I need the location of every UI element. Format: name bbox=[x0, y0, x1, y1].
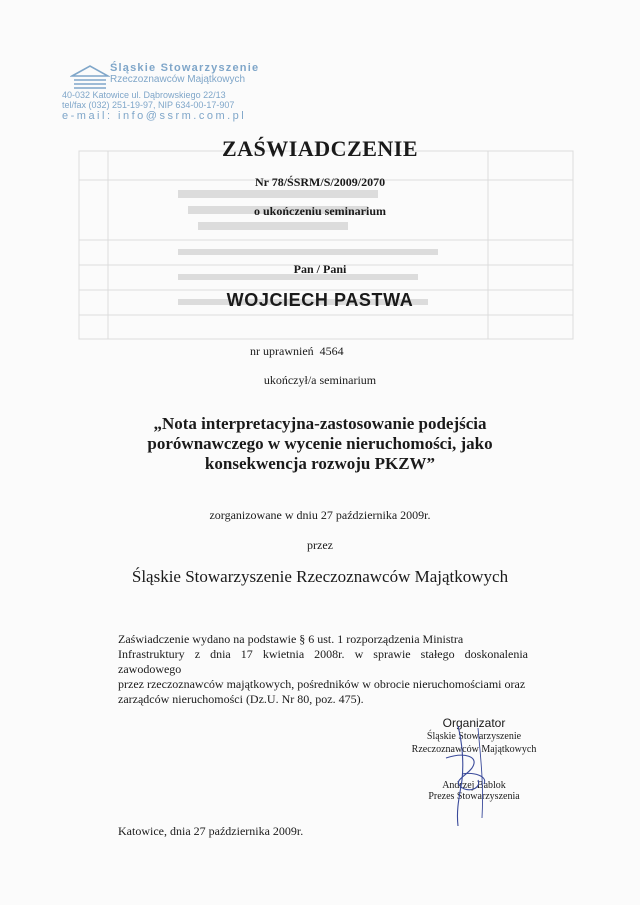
legal-line-1: Zaświadczenie wydano na podstawie § 6 ust. 1 rozporządzenia Ministra bbox=[118, 632, 464, 646]
organizer-name: Śląskie Stowarzyszenie Rzeczoznawców Majątkowych bbox=[131, 567, 509, 586]
place-and-date: Katowice, dnia 27 października 2009r. bbox=[118, 824, 304, 838]
seminar-title-line-2: porównawczego w wycenie nieruchomości, jako bbox=[147, 434, 493, 453]
license-line bbox=[250, 344, 344, 359]
seminar-title bbox=[0, 414, 640, 474]
association-logo-icon bbox=[70, 64, 110, 90]
seminar-title-line-1: „Nota interpretacyjna-zastosowanie podejścia bbox=[153, 414, 487, 433]
completed-text: ukończył/a seminarium bbox=[263, 373, 377, 387]
salutation: Pan / Pani bbox=[293, 262, 347, 276]
seminar-title-line-3: konsekwencja rozwoju PKZW” bbox=[204, 454, 436, 473]
legal-line-4: zarządców nieruchomości (Dz.U. Nr 80, poz. 475). bbox=[118, 692, 364, 706]
stamp-line-1: Śląskie Stowarzyszenie bbox=[426, 731, 522, 742]
signatory-role: Prezes Stowarzyszenia bbox=[428, 791, 520, 802]
letterhead-line-1: Śląskie Stowarzyszenie bbox=[110, 62, 260, 74]
letterhead-address: 40-032 Katowice ul. Dąbrowskiego 22/13 bbox=[62, 90, 226, 100]
handwritten-signature bbox=[418, 722, 508, 832]
legal-line-2: Infrastruktury z dnia 17 kwietnia 2008r. w sprawie stałego doskonalenia zawodowego bbox=[118, 647, 528, 676]
document-title: ZAŚWIADCZENIE bbox=[222, 136, 418, 161]
stamp-title: Organizator bbox=[442, 716, 506, 730]
legal-basis-paragraph bbox=[118, 632, 528, 707]
letterhead-phone: tel/fax (032) 251-19-97, NIP 634-00-17-907 bbox=[62, 100, 235, 110]
recipient-name: WOJCIECH PASTWA bbox=[226, 290, 414, 310]
document-number: Nr 78/ŚSRM/S/2009/2070 bbox=[254, 175, 386, 189]
by-text: przez bbox=[307, 538, 333, 552]
letterhead-line-2: Rzeczoznawców Majątkowych bbox=[110, 74, 246, 85]
license-number: 4564 bbox=[319, 344, 344, 358]
signatory-name: Andrzej Bablok bbox=[442, 780, 506, 791]
stamp-line-2: Rzeczoznawców Majątkowych bbox=[411, 744, 537, 755]
organized-date-text: zorganizowane w dniu 27 października 2009r. bbox=[209, 508, 431, 522]
legal-line-3: przez rzeczoznawców majątkowych, pośredników w obrocie nieruchomościami oraz bbox=[118, 677, 526, 691]
letterhead bbox=[62, 58, 262, 128]
license-label: nr uprawnień bbox=[250, 344, 314, 358]
letterhead-email: e-mail: info@ssrm.com.pl bbox=[62, 110, 247, 122]
document-subtitle: o ukończeniu seminarium bbox=[253, 204, 386, 218]
